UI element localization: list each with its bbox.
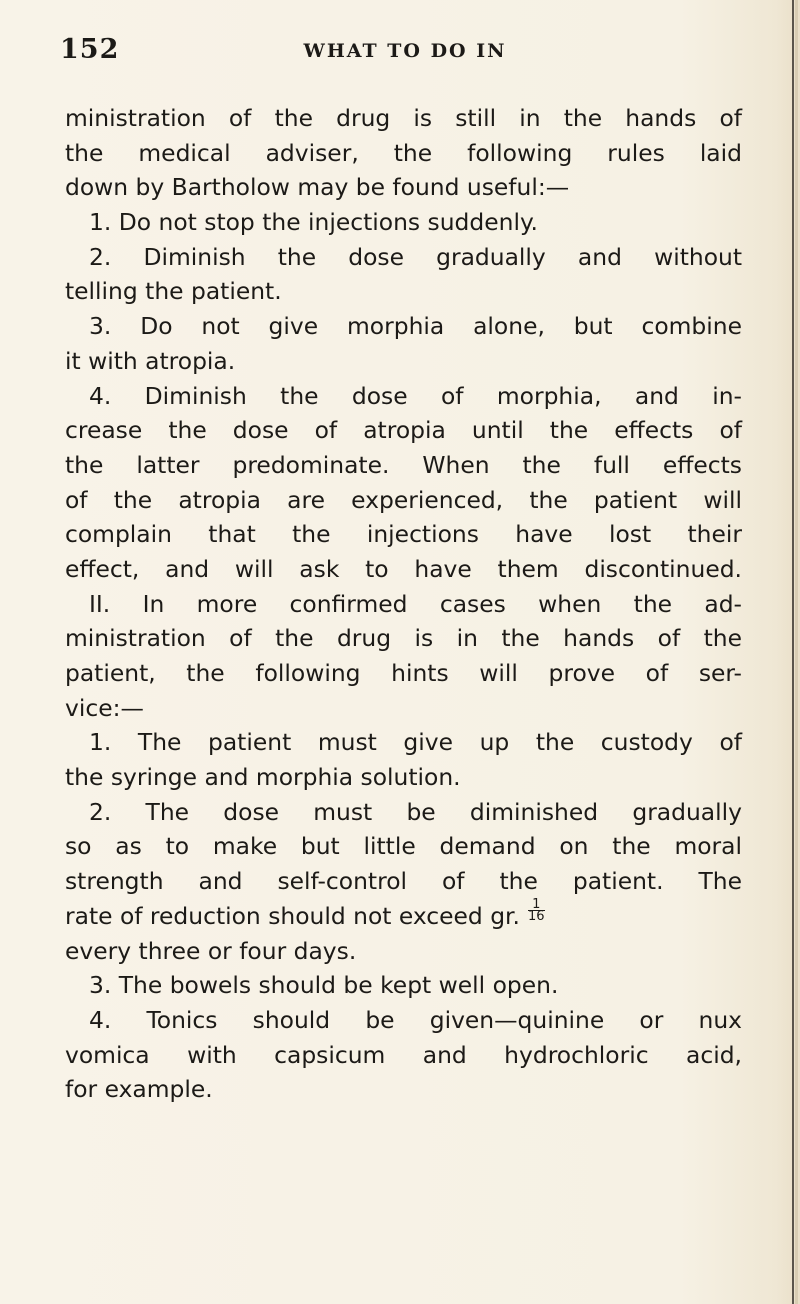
list-item: 1. Do not stop the injections suddenly.	[89, 208, 538, 237]
text-line: crease the dose of atropia until the effects of	[65, 416, 742, 445]
text-line: telling the patient.	[65, 277, 282, 306]
text-fragment: rate of reduction should not exceed gr.	[65, 901, 520, 930]
list-item: 3. The bowels should be kept well open.	[89, 971, 559, 1000]
fraction-denominator: 16	[527, 908, 545, 924]
text-line: every three or four days.	[65, 936, 357, 965]
text-line: the medical adviser, the following rules laid	[65, 138, 742, 167]
list-item: 4. Diminish the dose of morphia, and in-	[89, 381, 742, 410]
page-header	[60, 32, 750, 68]
text-line: the latter predominate. When the full effects	[65, 450, 742, 479]
text-line: for example.	[65, 1075, 213, 1104]
text-line: it with atropia.	[65, 346, 236, 375]
text-line: the syringe and morphia solution.	[65, 763, 461, 792]
page-edge-shadow	[795, 0, 798, 1304]
page-edge	[792, 0, 794, 1304]
text-line: complain that the injections have lost their	[65, 520, 742, 549]
text-line: ministration of the drug is still in the hands of	[65, 104, 742, 132]
text-line-with-fraction	[65, 896, 742, 934]
text-line: so as to make but little demand on the moral	[65, 832, 742, 861]
list-item: 3. Do not give morphia alone, but combine	[89, 312, 742, 341]
text-line: of the atropia are experienced, the patient will	[65, 485, 742, 514]
text-line: patient, the following hints will prove of ser-	[65, 659, 742, 687]
list-item: 2. Diminish the dose gradually and without	[89, 242, 742, 271]
text-line: strength and self-control of the patient. The	[65, 867, 742, 896]
text-line: vice:—	[65, 693, 144, 722]
list-item: 4. Tonics should be given—quinine or nux	[89, 1005, 742, 1034]
list-item: 2. The dose must be diminished gradually	[89, 797, 742, 826]
text-line: vomica with capsicum and hydrochloric acid,	[65, 1040, 742, 1069]
section-line: II. In more confirmed cases when the ad-	[89, 589, 742, 618]
text-line: ministration of the drug is in the hands of the	[65, 624, 742, 653]
page-number: 152	[60, 34, 120, 65]
body-text	[65, 101, 742, 1107]
fraction-numerator: 1	[532, 896, 541, 912]
text-line: down by Bartholow may be found useful:—	[65, 173, 570, 202]
fraction	[527, 896, 545, 924]
list-item: 1. The patient must give up the custody of	[89, 728, 742, 757]
text-line: effect, and will ask to have them discontinued.	[65, 554, 742, 583]
running-head: WHAT TO DO IN	[303, 40, 507, 62]
